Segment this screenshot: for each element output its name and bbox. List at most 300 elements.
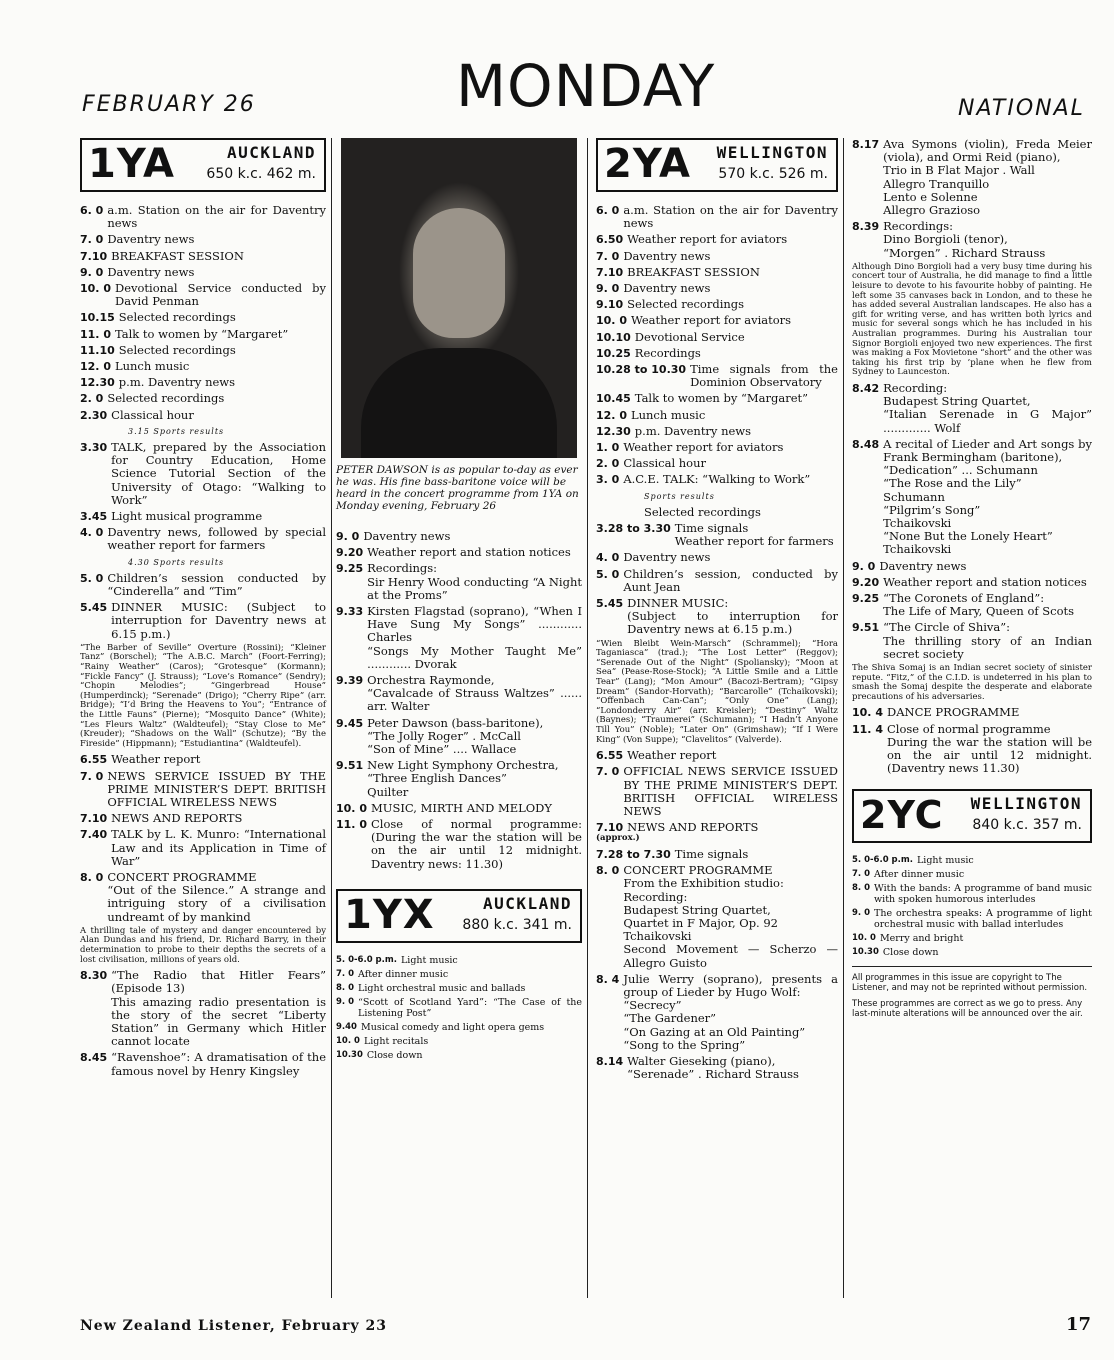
programme-title: TALK, prepared by the Association for Country Education, Home Science Tutorial Section of the University of Otago: “Walking to Work”	[111, 440, 326, 507]
programme-item	[80, 392, 326, 405]
programme-title: Talk to women by “Margaret”	[634, 391, 809, 406]
programme-title: Recordings	[634, 345, 701, 360]
programme-time: 5. 0	[596, 567, 620, 581]
programme-time: 8.30	[80, 969, 108, 983]
programme-time: 3.28 to 3.30	[596, 522, 671, 536]
programme-time: 5. 0-6.0 p.m.	[852, 855, 913, 866]
programme-title: Close of normal programme: (During the war the station will be on the air until 12 midnight. Daventry news: 11.30)	[370, 817, 582, 871]
programme-title: Light music	[400, 954, 458, 966]
programme-item	[80, 510, 326, 523]
programme-time: 4. 0	[596, 551, 620, 565]
photo-caption: PETER DAWSON is as popular to-day as ever he was. His fine bass-baritone voice will be heard in the concert programme from 1YA on Monday evening, February 26	[336, 464, 579, 512]
station-banner-1yx	[336, 889, 582, 943]
station-banner-2ya	[596, 138, 838, 192]
programme-item	[336, 674, 582, 714]
programme-time: 9.40	[336, 1021, 357, 1032]
schedule-list	[80, 572, 326, 641]
programme-time: 8. 0	[80, 871, 104, 885]
programme-time: 6. 0	[80, 204, 104, 217]
schedule-list	[336, 530, 582, 871]
programme-title: Light music	[916, 855, 974, 867]
programme-time: 8.14	[596, 1055, 624, 1069]
programme-item	[596, 441, 838, 454]
programme-time: 9. 0	[852, 559, 876, 573]
programme-time: 8. 0	[596, 864, 620, 878]
programme-title: Daventry news	[107, 264, 195, 279]
selected-recordings: Selected recordings	[644, 504, 761, 519]
schedule-list	[596, 848, 838, 1081]
programme-time: 7. 0	[852, 869, 871, 880]
programme-item	[336, 562, 582, 602]
programme-time: 10.28 to 10.30	[596, 363, 687, 377]
programme-time: 11. 4	[852, 722, 883, 736]
programme-item	[852, 220, 1092, 260]
header-network: NATIONAL	[958, 96, 1085, 121]
programme-item	[336, 530, 582, 543]
programme-title: Classical hour	[623, 456, 707, 471]
programme-time: 3. 0	[596, 473, 620, 487]
programme-title: The orchestra speaks: A programme of light orchestral music with ballad interludes	[874, 908, 1092, 931]
programme-item	[852, 883, 1092, 905]
programme-title: Ava Symons (violin), Freda Meier (viola), and Ormi Reid (piano), Trio in B Flat Major . Wall Allegro Tranquillo Lento e Solenne Allegro Grazioso	[883, 137, 1092, 218]
programme-item	[80, 828, 326, 868]
programme-time: 10.10	[596, 330, 631, 344]
programme-title: Weather report for aviators	[623, 440, 784, 455]
programme-title: Light orchestral music and ballads	[358, 982, 526, 994]
programme-time: 7.10	[596, 821, 624, 835]
programme-title: Children’s session, conducted by Aunt Jean	[623, 566, 838, 594]
programme-item	[596, 266, 838, 279]
programme-title: “The Circle of Shiva”: The thrilling story of an Indian secret society	[883, 620, 1092, 661]
photo-face	[413, 208, 505, 338]
programme-item	[336, 546, 582, 559]
programme-item	[336, 955, 582, 966]
programme-title: New Light Symphony Orchestra, “Three English Dances” Quilter	[367, 758, 559, 799]
programme-item	[336, 802, 582, 815]
programme-item	[596, 568, 838, 594]
programme-time: 9.33	[336, 605, 364, 619]
programme-time: 9.10	[596, 298, 624, 312]
programme-title: Time signals from the Dominion Observatory	[690, 362, 838, 390]
programme-title: Weather report for aviators	[630, 313, 792, 328]
programme-time: 11. 0	[80, 327, 111, 341]
programme-title: Daventry news	[623, 281, 711, 296]
programme-title: Walter Gieseking (piano), “Serenade” . Richard Strauss	[627, 1054, 799, 1082]
programme-item	[80, 328, 326, 341]
station-call-sign: 2YC	[860, 793, 944, 838]
programme-title: A.C.E. TALK: “Walking to Work”	[623, 472, 811, 487]
column-rule	[331, 138, 332, 1298]
programme-time: 2. 0	[80, 392, 104, 406]
programme-time: 8. 0	[852, 883, 871, 894]
programme-title: Daventry news	[623, 550, 711, 565]
programme-time: 10.30	[852, 947, 879, 958]
programme-item	[852, 706, 1092, 719]
programme-title: Talk to women by “Margaret”	[114, 326, 289, 341]
programme-title: NEWS AND REPORTS	[627, 820, 759, 835]
programme-time: 7. 0	[80, 769, 104, 783]
programme-time: 10. 0	[80, 282, 111, 296]
programme-time: 8.45	[80, 1051, 108, 1065]
programme-item	[852, 723, 1092, 776]
header-day: MONDAY	[456, 52, 716, 120]
column-4	[852, 138, 1092, 1019]
programme-title: CONCERT PROGRAMME From the Exhibition studio: Recording: Budapest String Quartet, Quartet in F Major, Op. 92 Tchaikovski Second Movement — Scherzo — Allegro Guisto	[623, 863, 838, 970]
station-city: AUCKLAND	[482, 893, 572, 913]
programme-title: BREAKFAST SESSION	[111, 248, 244, 263]
programme-title: Close of normal programme During the war the station will be on the air until 12 midnight. (Daventry news 11.30)	[886, 721, 1092, 776]
programme-item	[596, 282, 838, 295]
dinner-music-note: “Wien Bleibt Wein-Marsch” (Schrammel); “Hora Taganiasca” (trad.); “The Lost Letter” (Reggov); “Serenade Out of the Night” (Spoliansky); “Moon at Sea” (Pease-Rose-Stock); “A Little Smile and a Little Tear” (Lang); “Mon Amour” (Bacozi-Bertram); “Gipsy Dream” (Sandor-Horvath); “Barcarolle” (Tchaikovski); “Offenbach Can-Can”; “Only One” (Lang); “Londonderry Air” (arr. Kreisler); “Destiny” Waltz (Baynes); “Traumerei” (Schumann); “I Hadn’t Anyone Till You” (Noble); “Later On” (Grimshaw); “If I Were King” (Von Suppe); “Clavelitos” (Valverde).	[596, 638, 838, 745]
programme-title: Time signals	[674, 847, 749, 862]
programme-time: 10. 4	[852, 706, 883, 720]
programme-title: a.m. Station on the air for Daventry news	[107, 203, 326, 231]
programme-item	[596, 749, 838, 762]
programme-time: 9. 0	[596, 282, 620, 296]
station-city: WELLINGTON	[970, 794, 1082, 814]
programme-time: 9. 0	[80, 265, 104, 279]
sub-note: Sports results	[644, 491, 715, 501]
programme-item	[852, 933, 1092, 944]
programme-time: 5. 0	[80, 571, 104, 585]
programme-item	[596, 392, 838, 405]
programme-time: 2.30	[80, 408, 108, 422]
programme-title: Selected recordings	[118, 342, 236, 357]
programme-time: 7. 0	[596, 765, 620, 779]
programme-time: 9.20	[852, 575, 880, 589]
programme-time: 10. 0	[336, 801, 367, 815]
programme-time: 3.30	[80, 441, 108, 455]
dinner-music-note: “The Barber of Seville” Overture (Rossini); “Kleiner Tanz” (Borschel); “The A.B.C. March” (Foort-Ferring); “Rainy Weather” (Caros); “Grotesque” (Kormann); “Fickle Fancy” (J. Strauss); “Love’s Romance” (Sendry); “Chopin Melodies”; “Gingerbread House” (Humperdinck); “Serenade” (Drigo); “Cherry Ripe” (arr. Bridge); “I’d Bring the Heavens to You”; “Entrance of the Little Fauns” (Pierne); “Mosquito Dance” (White); “Les Fleurs Waltz” (Waldteufel); “Stay Close to Me” (Kreuder); “Shadows on the Wall” (Schutze); “By the Fireside” (Hippmann); “Estudiantina” (Waldteufel).	[80, 642, 326, 749]
programme-item	[336, 818, 582, 871]
programme-title: Weather report	[111, 752, 201, 767]
programme-title: BREAKFAST SESSION	[627, 264, 760, 279]
programme-item	[596, 597, 838, 637]
schedule-list	[336, 955, 582, 1061]
programme-time: 8.42	[852, 381, 880, 395]
programme-item	[852, 947, 1092, 958]
programme-item	[80, 969, 326, 1048]
programme-time: 7. 0	[80, 233, 104, 247]
programme-item	[852, 576, 1092, 589]
programme-item	[596, 204, 838, 230]
programme-time: 8.17	[852, 138, 880, 151]
programme-title: Light recitals	[363, 1035, 429, 1047]
programme-item	[336, 1050, 582, 1061]
programme-time: 5. 0-6.0 p.m.	[336, 954, 397, 965]
programme-title: OFFICIAL NEWS SERVICE ISSUED BY THE PRIME MINISTER’S DEPT. BRITISH OFFICIAL WIRELESS NEWS	[623, 764, 838, 819]
programme-item	[336, 605, 582, 671]
programme-time: 8.48	[852, 437, 880, 451]
programme-time: 10. 0	[336, 1035, 360, 1046]
programme-item	[80, 753, 326, 766]
programme-title: “Scott of Scotland Yard”: “The Case of the Listening Post”	[358, 996, 582, 1019]
programme-title: Recordings: Sir Henry Wood conducting “A Night at the Proms”	[367, 561, 582, 602]
programme-time: 10.15	[80, 311, 115, 325]
programme-item	[80, 812, 326, 825]
programme-title: Children’s session conducted by “Cinderella” and “Tim”	[107, 570, 326, 599]
column-2ya	[596, 138, 838, 1084]
programme-time: 6.55	[596, 749, 624, 763]
footer-publication: New Zealand Listener, February 23	[80, 1318, 388, 1334]
programme-item	[852, 438, 1092, 557]
station-call-sign: 1YA	[88, 141, 175, 187]
programme-title: Daventry news	[107, 232, 195, 247]
programme-title: p.m. Daventry news	[634, 423, 752, 438]
station-banner-2yc	[852, 789, 1092, 843]
station-frequency: 840 k.c. 357 m.	[972, 817, 1082, 834]
programme-time: 8. 4	[596, 972, 620, 986]
programme-time: 10. 0	[596, 314, 627, 328]
programme-item	[80, 282, 326, 308]
schedule-list	[596, 204, 838, 487]
schedule-list	[80, 441, 326, 553]
schedule-list	[80, 969, 326, 1078]
programme-title: a.m. Station on the air for Daventry news	[623, 203, 838, 231]
programme-title: “Ravenshoe”: A dramatisation of the famous novel by Henry Kingsley	[111, 1050, 326, 1078]
footer-page-number: 17	[1066, 1314, 1092, 1335]
programme-time: 9. 0	[336, 996, 355, 1007]
programme-item	[852, 382, 1092, 435]
schedule-list	[852, 138, 1092, 260]
programme-time: 1. 0	[596, 441, 620, 455]
programme-time: 6.55	[80, 753, 108, 767]
programme-item	[336, 1022, 582, 1033]
programme-item	[80, 601, 326, 641]
programme-title: Close down	[882, 947, 939, 959]
programme-title: Time signals Weather report for farmers	[674, 521, 834, 549]
programme-item	[596, 363, 838, 389]
programme-title: Daventry news	[879, 558, 967, 573]
schedule-list	[80, 753, 326, 923]
programme-item	[596, 522, 838, 548]
programme-item	[80, 770, 326, 810]
programme-title: Light musical programme	[111, 509, 263, 524]
programme-item	[596, 1055, 838, 1081]
programme-time: 7.10	[80, 249, 108, 263]
programme-item	[852, 621, 1092, 661]
schedule-list	[596, 749, 838, 834]
station-frequency: 880 k.c. 341 m.	[462, 916, 572, 933]
programme-title: Weather report	[627, 748, 717, 763]
programme-title: Devotional Service	[634, 329, 745, 344]
schedule-list	[596, 522, 838, 637]
programme-item	[80, 409, 326, 422]
programme-item	[80, 344, 326, 357]
programme-item	[596, 425, 838, 438]
programme-title: Classical hour	[111, 407, 194, 422]
programme-title: After dinner music	[874, 869, 965, 881]
correction-notice: These programmes are correct as we go to press. Any last-minute alterations will be announced over the air.	[852, 999, 1083, 1020]
programme-title: MUSIC, MIRTH AND MELODY	[370, 800, 552, 815]
programme-time: 9.45	[336, 716, 364, 730]
programme-item	[336, 717, 582, 757]
programme-item	[852, 138, 1092, 217]
programme-title: Lunch music	[630, 407, 706, 422]
sub-note: 4.30 Sports results	[128, 557, 225, 567]
programme-time: 12.30	[596, 424, 631, 438]
programme-time: 7.10	[80, 812, 108, 826]
programme-item	[80, 526, 326, 552]
programme-item	[80, 311, 326, 324]
programme-item	[852, 560, 1092, 573]
programme-time: 9. 0	[336, 530, 360, 543]
programme-item	[80, 266, 326, 279]
station-frequency: 650 k.c. 462 m.	[206, 166, 316, 182]
programme-item	[80, 376, 326, 389]
programme-title: Recordings: Dino Borgioli (tenor), “Morgen” . Richard Strauss	[883, 219, 1046, 260]
schedule-list	[852, 382, 1092, 661]
programme-item	[80, 1051, 326, 1077]
programme-item	[336, 1036, 582, 1047]
programme-title: Weather report and station notices	[367, 545, 571, 560]
approx-note: (approx.)	[596, 833, 640, 844]
programme-item	[852, 869, 1092, 880]
programme-time: 5.45	[596, 597, 624, 611]
programme-title: DINNER MUSIC: (Subject to interruption for Daventry news at 6.15 p.m.)	[627, 596, 838, 637]
programme-title: DINNER MUSIC: (Subject to interruption for Daventry news at 6.15 p.m.)	[111, 600, 326, 641]
programme-item	[596, 250, 838, 263]
programme-time: 11. 0	[336, 818, 367, 832]
programme-time: 10.30	[336, 1049, 363, 1060]
programme-item	[596, 457, 838, 470]
programme-time: 6. 0	[596, 204, 620, 217]
programme-title: Orchestra Raymonde, “Cavalcade of Strauss Waltzes” ...... arr. Walter	[367, 673, 582, 714]
programme-time: 9.39	[336, 674, 364, 688]
programme-item	[852, 908, 1092, 930]
programme-time: 9. 0	[852, 908, 871, 919]
programme-title: CONCERT PROGRAMME “Out of the Silence.” A strange and intriguing story of a civilisation undreamt of by mankind	[107, 870, 326, 924]
programme-item	[596, 765, 838, 818]
programme-time: 9.20	[336, 546, 364, 560]
programme-item	[336, 969, 582, 980]
programme-time: 9.25	[336, 562, 364, 576]
programme-item	[80, 233, 326, 246]
programme-time: 5.45	[80, 601, 108, 615]
programme-title: Weather report and station notices	[883, 574, 1087, 589]
programme-item	[596, 848, 838, 861]
programme-item	[596, 473, 838, 486]
programme-item	[80, 360, 326, 373]
programme-item	[852, 592, 1092, 618]
programme-title: Weather report for aviators	[627, 232, 788, 247]
programme-title: Devotional Service conducted by David Penman	[114, 281, 326, 309]
station-frequency: 570 k.c. 526 m.	[718, 166, 828, 182]
programme-time: 12. 0	[596, 408, 627, 422]
schedule-list	[852, 855, 1092, 958]
programme-item	[596, 973, 838, 1052]
portrait-photo	[341, 138, 577, 458]
programme-item	[596, 409, 838, 422]
column-1ya	[80, 138, 326, 1081]
sub-note: 3.15 Sports results	[128, 426, 225, 436]
programme-title: Kirsten Flagstad (soprano), “When I Have Sung My Songs” ............ Charles “Songs My Mother Taught Me” ............ Dvorak	[367, 604, 582, 671]
programme-time: 4. 0	[80, 526, 104, 540]
programme-item	[336, 759, 582, 799]
programme-title: “The Coronets of England”: The Life of Mary, Queen of Scots	[883, 591, 1075, 619]
programme-title: Daventry news	[363, 529, 451, 543]
programme-time: 3.45	[80, 510, 108, 524]
programme-time: 8.39	[852, 220, 880, 234]
programme-time: 10.45	[596, 392, 631, 406]
programme-title: Selected recordings	[627, 297, 745, 312]
programme-time: 9.25	[852, 592, 880, 605]
programme-title: Merry and bright	[879, 933, 964, 945]
programme-title: Peter Dawson (bass-baritone), “The Jolly Roger” . McCall “Son of Mine” .... Wallace	[367, 715, 544, 757]
programme-title: Julie Werry (soprano), presents a group of Lieder by Hugo Wolf: “Secrecy” “The Gardener” “On Gazing at an Old Painting” “Song to the Spring”	[623, 971, 838, 1052]
programme-title: Close down	[366, 1049, 423, 1061]
programme-item	[80, 871, 326, 924]
programme-time: 7.10	[596, 265, 624, 279]
programme-item	[80, 250, 326, 263]
programme-time: 7.40	[80, 828, 108, 842]
header-date: FEBRUARY 26	[82, 92, 256, 117]
programme-time: 2. 0	[596, 457, 620, 471]
programme-time: 10. 0	[852, 933, 876, 944]
station-city: AUCKLAND	[226, 143, 316, 162]
programme-item	[596, 864, 838, 970]
programme-title: Musical comedy and light opera gems	[360, 1021, 545, 1033]
programme-time: 12. 0	[80, 360, 111, 374]
divider	[852, 966, 1092, 967]
programme-item	[80, 204, 326, 230]
programme-title: Daventry news, followed by special weather report for farmers	[107, 525, 326, 553]
programme-title: TALK by L. K. Munro: “International Law and its Application in Time of War”	[111, 827, 326, 868]
programme-time: 9.51	[336, 759, 364, 773]
column-rule	[843, 138, 844, 1298]
programme-item	[80, 572, 326, 598]
programme-time: 7. 0	[596, 249, 620, 263]
programme-title: Recording: Budapest String Quartet, “Italian Serenade in G Major” ............. Wolf	[883, 380, 1092, 435]
shiva-note: The Shiva Somaj is an Indian secret society of sinister repute. “Fitz,” of the C.I.D. is undeterred in his plan to smash the Somaj despite the desperate and elaborate precautions of his adversaries.	[852, 663, 1092, 702]
station-call-sign: 2YA	[604, 141, 691, 187]
programme-item	[336, 983, 582, 994]
schedule-list	[80, 204, 326, 422]
programme-time: 11.10	[80, 343, 115, 357]
programme-time: 7.28 to 7.30	[596, 848, 671, 862]
photo-suit	[361, 348, 557, 458]
station-banner-1ya	[80, 138, 326, 192]
programme-title: After dinner music	[358, 968, 449, 980]
programme-title: DANCE PROGRAMME	[886, 705, 1020, 720]
programme-item	[596, 551, 838, 564]
programme-title: A recital of Lieder and Art songs by Frank Bermingham (baritone), “Dedication” ... Schumann “The Rose and the Lily” Schumann “Pilgrim’s Song” Tchaikovski “None But the Lonely Heart” Tchaikovski	[883, 436, 1092, 557]
programme-item	[596, 347, 838, 360]
programme-item	[80, 441, 326, 507]
programme-item	[336, 997, 582, 1019]
station-call-sign: 1YX	[344, 891, 435, 938]
programme-time: 10.25	[596, 346, 631, 360]
programme-title: NEWS SERVICE ISSUED BY THE PRIME MINISTER’S DEPT. BRITISH OFFICIAL WIRELESS NEWS	[107, 768, 326, 810]
programme-title: p.m. Daventry news	[118, 375, 236, 390]
programme-time: 6.50	[596, 233, 624, 247]
column-rule	[587, 138, 588, 1298]
programme-time: 12.30	[80, 376, 115, 390]
programme-time: 8. 0	[336, 982, 355, 993]
programme-title: Lunch music	[114, 359, 190, 374]
programme-item	[596, 233, 838, 246]
programme-title: Selected recordings	[107, 391, 225, 406]
programme-title: “The Radio that Hitler Fears” (Episode 13) This amazing radio presentation is the story of the secret “Liberty Station” in Germany which Hitler cannot locate	[111, 968, 326, 1049]
story-note: A thrilling tale of mystery and danger encountered by Alan Dundas and his friend, Dr. Richard Barry, in their determination to probe to their depths the secrets of a lost civilisation, millions of years old.	[80, 925, 326, 965]
programme-item	[596, 331, 838, 344]
programme-item	[852, 855, 1092, 866]
copyright-notice: All programmes in this issue are copyright to The Listener, and may not be reprinted without permission.	[852, 973, 1088, 994]
programme-item	[596, 314, 838, 327]
programme-item	[596, 298, 838, 311]
programme-title: NEWS AND REPORTS	[111, 811, 243, 826]
station-city: WELLINGTON	[716, 143, 828, 162]
